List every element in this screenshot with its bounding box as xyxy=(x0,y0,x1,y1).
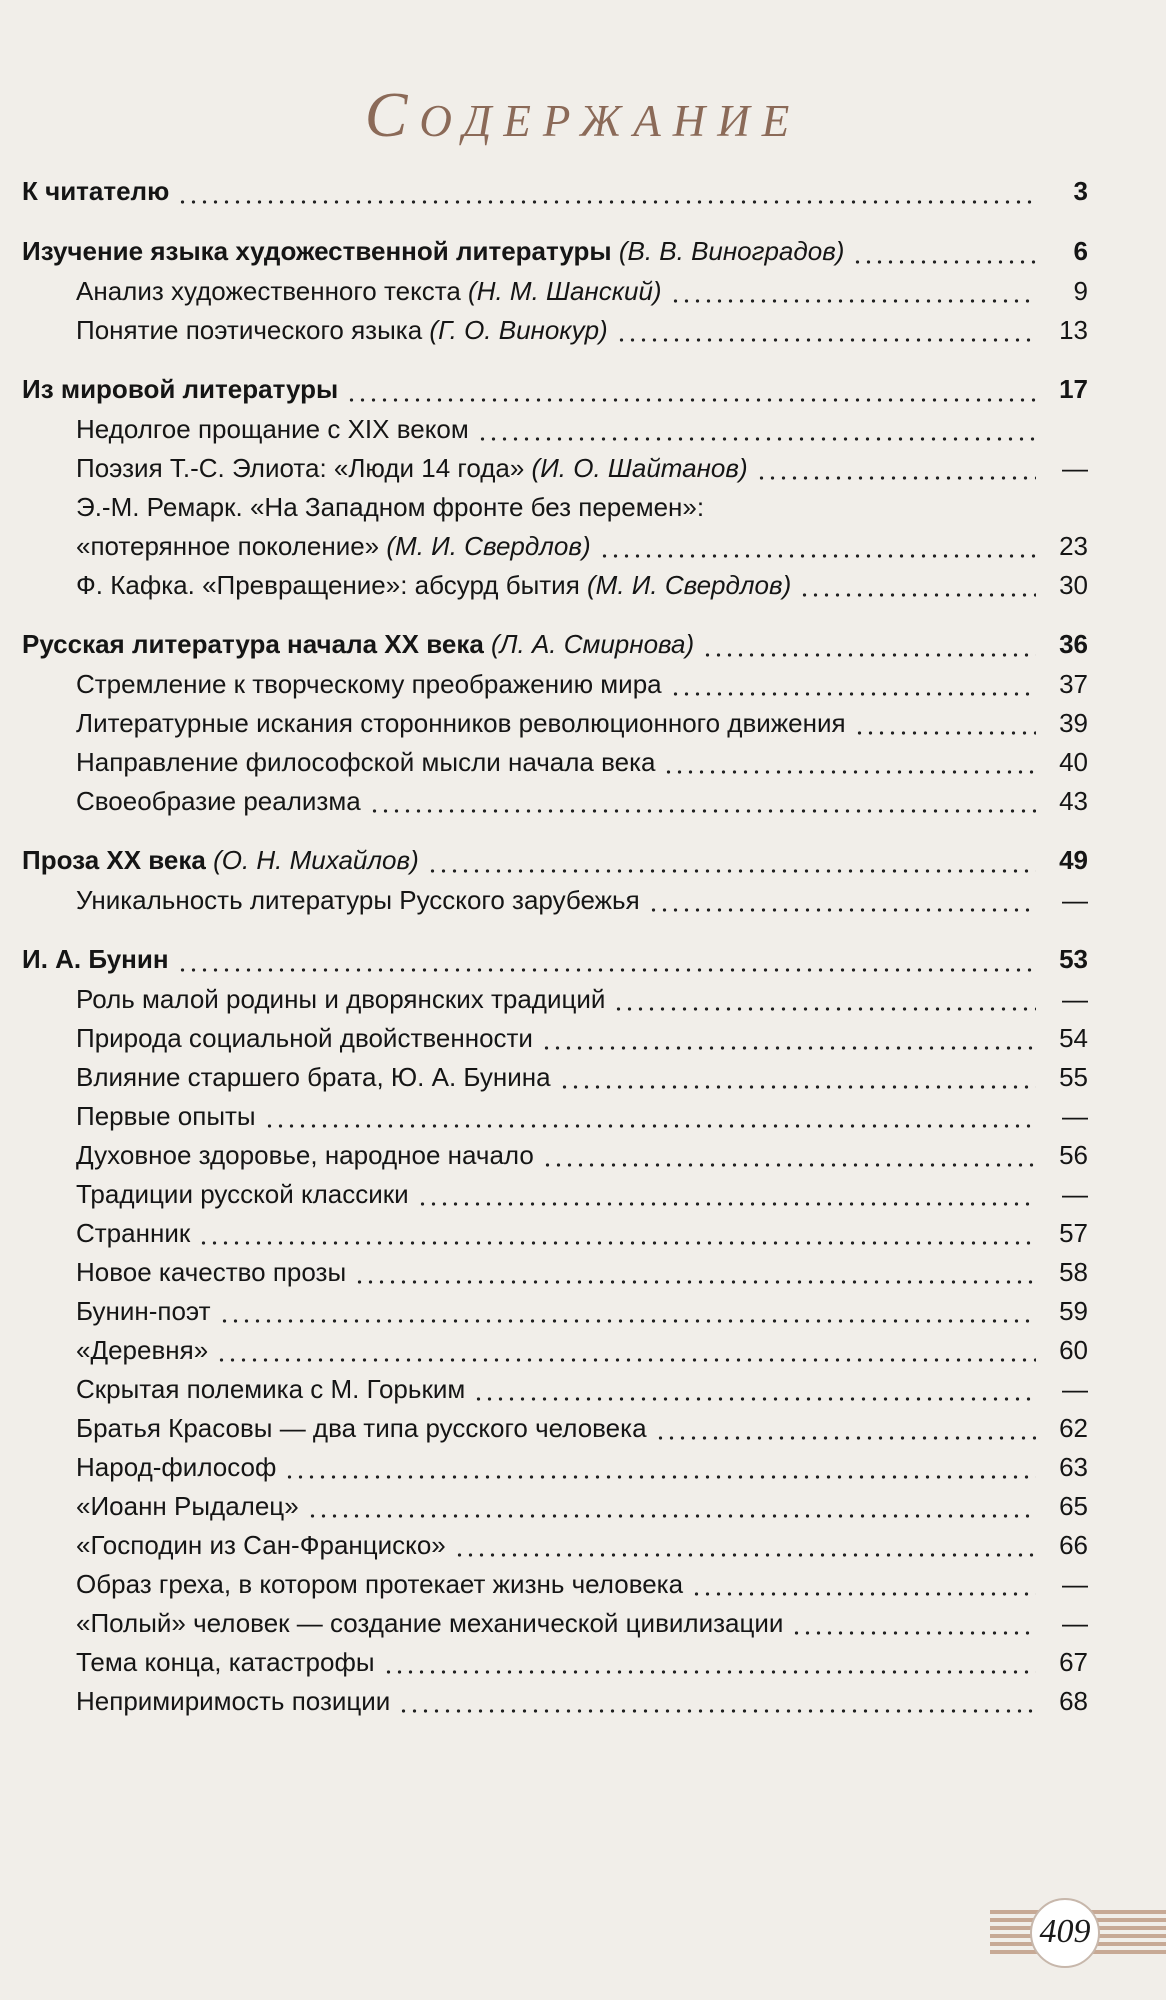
dot-leader xyxy=(177,968,1036,972)
toc-entry-row[interactable] xyxy=(22,311,1088,350)
toc-entry-row[interactable] xyxy=(22,1604,1088,1643)
dot-leader xyxy=(542,1163,1036,1167)
toc-entry-row[interactable] xyxy=(22,881,1088,920)
dot-leader xyxy=(799,593,1036,597)
toc-entry-row[interactable] xyxy=(22,272,1088,311)
toc-entry-title: Образ греха, в котором протекает жизнь человека xyxy=(76,1569,684,1599)
toc-entry-title: Тема конца, катастрофы xyxy=(76,1647,375,1677)
dot-leader xyxy=(791,1631,1036,1635)
toc-entry-row[interactable] xyxy=(22,1643,1088,1682)
toc-entry-title: Роль малой родины и дворянских традиций xyxy=(76,984,606,1014)
toc-entry-title: Направление философской мысли начала века xyxy=(76,747,656,777)
toc-entry-title: «Господин из Сан-Франциско» xyxy=(76,1530,446,1560)
dot-leader xyxy=(702,653,1036,657)
toc-entry-row[interactable] xyxy=(22,1136,1088,1175)
dot-leader xyxy=(177,200,1036,204)
toc-page-number: 6 xyxy=(1073,236,1088,266)
toc-entry-title: Понятие поэтического языка xyxy=(76,315,430,345)
dot-leader xyxy=(663,770,1036,774)
toc-entry-title: Недолгое прощание с XIX веком xyxy=(76,414,469,444)
toc-entry-title: Духовное здоровье, народное начало xyxy=(76,1140,534,1170)
toc-entry-title: Бунин-поэт xyxy=(76,1296,211,1326)
toc-entry-author: (О. Н. Михайлов) xyxy=(213,845,419,875)
toc-entry-title: Народ-философ xyxy=(76,1452,277,1482)
toc-entry-title: Новое качество прозы xyxy=(76,1257,347,1287)
dot-leader xyxy=(354,1280,1036,1284)
toc-section-row[interactable] xyxy=(22,839,1088,881)
toc-entry-title: Уникальность литературы Русского зарубежья xyxy=(76,885,640,915)
toc-page-number: 3 xyxy=(1073,176,1088,206)
toc-page-number: — xyxy=(1062,1569,1088,1599)
toc-page-number: 68 xyxy=(1059,1686,1088,1716)
toc-entry-title: Влияние старшего брата, Ю. А. Бунина xyxy=(76,1062,551,1092)
toc-entry-row[interactable] xyxy=(22,566,1088,605)
toc-entry-row[interactable] xyxy=(22,449,1088,488)
toc-entry-row[interactable] xyxy=(22,1682,1088,1721)
dot-leader xyxy=(346,398,1036,402)
toc-entry-title: Стремление к творческому преображению мира xyxy=(76,669,662,699)
toc-page-number: 62 xyxy=(1059,1413,1088,1443)
toc-entry-row[interactable] xyxy=(22,527,1088,566)
toc-page-number: 43 xyxy=(1059,786,1088,816)
toc-entry-author: (В. В. Виноградов) xyxy=(618,236,845,266)
toc-section-row[interactable] xyxy=(22,938,1088,980)
dot-leader xyxy=(369,809,1036,813)
toc-entry-author: (Г. О. Винокур) xyxy=(429,315,608,345)
toc-page-number: 53 xyxy=(1059,944,1088,974)
toc-entry-row[interactable] xyxy=(22,1253,1088,1292)
toc-section-row[interactable] xyxy=(22,230,1088,272)
toc-page-number: — xyxy=(1062,1101,1088,1131)
toc-page-number: 23 xyxy=(1059,531,1088,561)
dot-leader xyxy=(852,260,1036,264)
toc-entry-author: (И. О. Шайтанов) xyxy=(531,453,748,483)
toc-entry-row[interactable] xyxy=(22,1292,1088,1331)
toc-page-number: 67 xyxy=(1059,1647,1088,1677)
dot-leader xyxy=(307,1514,1036,1518)
page-title: Содержание xyxy=(364,79,802,150)
toc-page-number: — xyxy=(1062,885,1088,915)
toc-entry-title: «Полый» человек — создание механической цивилизации xyxy=(76,1608,784,1638)
toc-page-number: 58 xyxy=(1059,1257,1088,1287)
toc-entry-title: Анализ художественного текста xyxy=(76,276,469,306)
dot-leader xyxy=(599,554,1036,558)
toc-entry-row[interactable] xyxy=(22,1214,1088,1253)
dot-leader xyxy=(854,731,1036,735)
toc-entry-title: Поэзия Т.-С. Элиота: «Люди 14 года» xyxy=(76,453,532,483)
toc-entry-row[interactable] xyxy=(22,1058,1088,1097)
dot-leader xyxy=(559,1085,1036,1089)
dot-leader xyxy=(219,1319,1036,1323)
dot-leader xyxy=(613,1007,1036,1011)
toc-entry-title: И. А. Бунин xyxy=(22,944,169,974)
toc-entry-title: К читателю xyxy=(22,176,170,206)
toc-entry-author: (М. И. Свердлов) xyxy=(386,531,591,561)
dot-leader xyxy=(670,299,1036,303)
toc-entry-title: Своеобразие реализма xyxy=(76,786,361,816)
toc-entry-row[interactable] xyxy=(22,1565,1088,1604)
toc-entry-title: Братья Красовы — два типа русского человека xyxy=(76,1413,647,1443)
table-of-contents xyxy=(22,170,1088,1721)
dot-leader xyxy=(616,338,1036,342)
toc-entry-row[interactable] xyxy=(22,410,1088,449)
toc-page-number: 13 xyxy=(1059,315,1088,345)
toc-section-row[interactable] xyxy=(22,368,1088,410)
toc-entry-title: Непримиримость позиции xyxy=(76,1686,391,1716)
toc-page-number: — xyxy=(1062,1374,1088,1404)
toc-entry-title: «Деревня» xyxy=(76,1335,209,1365)
toc-page-number: 56 xyxy=(1059,1140,1088,1170)
dot-leader xyxy=(670,692,1036,696)
dot-leader xyxy=(454,1553,1036,1557)
dot-leader xyxy=(198,1241,1036,1245)
toc-entry-row[interactable] xyxy=(22,743,1088,782)
dot-leader xyxy=(541,1046,1036,1050)
toc-page-number: 30 xyxy=(1059,570,1088,600)
toc-page-number: 55 xyxy=(1059,1062,1088,1092)
toc-entry-row[interactable] xyxy=(22,1175,1088,1214)
dot-leader xyxy=(691,1592,1036,1596)
dot-leader xyxy=(477,437,1036,441)
toc-section-row[interactable] xyxy=(22,623,1088,665)
toc-entry-title: Природа социальной двойственности xyxy=(76,1023,533,1053)
toc-entry-title: Традиции русской классики xyxy=(76,1179,409,1209)
toc-section-row[interactable] xyxy=(22,170,1088,212)
toc-entry-title: Литературные искания сторонников революционного движения xyxy=(76,708,846,738)
toc-entry-title: Скрытая полемика с М. Горьким xyxy=(76,1374,466,1404)
dot-leader xyxy=(648,908,1036,912)
toc-entry-row[interactable] xyxy=(22,1019,1088,1058)
toc-entry-row[interactable] xyxy=(22,1097,1088,1136)
toc-entry-title: Из мировой литературы xyxy=(22,374,339,404)
toc-page-number: 49 xyxy=(1059,845,1088,875)
toc-page-number: 9 xyxy=(1073,276,1088,306)
toc-entry-author: (М. И. Свердлов) xyxy=(587,570,792,600)
dot-leader xyxy=(756,476,1036,480)
toc-page-number: 54 xyxy=(1059,1023,1088,1053)
toc-page-number: 36 xyxy=(1059,629,1088,659)
toc-entry-row[interactable] xyxy=(22,1331,1088,1370)
dot-leader xyxy=(216,1358,1036,1362)
dot-leader xyxy=(383,1670,1036,1674)
toc-entry-author: (Л. А. Смирнова) xyxy=(491,629,695,659)
toc-page-number: 40 xyxy=(1059,747,1088,777)
toc-page-number: 59 xyxy=(1059,1296,1088,1326)
toc-entry-author: (Н. М. Шанский) xyxy=(468,276,662,306)
toc-page-number: — xyxy=(1062,1608,1088,1638)
toc-entry-row[interactable] xyxy=(22,980,1088,1019)
page-number: 409 xyxy=(1030,1898,1100,1968)
toc-page-number: 60 xyxy=(1059,1335,1088,1365)
toc-page-number: 63 xyxy=(1059,1452,1088,1482)
toc-entry-row[interactable] xyxy=(22,488,1088,527)
dot-leader xyxy=(398,1709,1036,1713)
toc-entry-row[interactable] xyxy=(22,1409,1088,1448)
toc-entry-title: Ф. Кафка. «Превращение»: абсурд бытия xyxy=(76,570,588,600)
dot-leader xyxy=(655,1436,1036,1440)
toc-entry-title: Первые опыты xyxy=(76,1101,256,1131)
toc-entry-row[interactable] xyxy=(22,665,1088,704)
toc-page-number: — xyxy=(1062,1179,1088,1209)
toc-page-number: — xyxy=(1062,984,1088,1014)
toc-page-number: 39 xyxy=(1059,708,1088,738)
toc-entry-title: «Иоанн Рыдалец» xyxy=(76,1491,299,1521)
dot-leader xyxy=(417,1202,1036,1206)
dot-leader xyxy=(284,1475,1036,1479)
dot-leader xyxy=(427,869,1036,873)
toc-entry-row[interactable] xyxy=(22,704,1088,743)
toc-entry-row[interactable] xyxy=(22,782,1088,821)
toc-page-number: 66 xyxy=(1059,1530,1088,1560)
toc-entry-row[interactable] xyxy=(22,1370,1088,1409)
toc-entry-row[interactable] xyxy=(22,1526,1088,1565)
toc-entry-title: Проза XX века xyxy=(22,845,214,875)
toc-page-number: 65 xyxy=(1059,1491,1088,1521)
dot-leader xyxy=(264,1124,1036,1128)
toc-entry-title: Изучение языка художественной литературы xyxy=(22,236,619,266)
toc-entry-title: Э.-М. Ремарк. «На Западном фронте без перемен»: xyxy=(76,492,705,522)
toc-page-number: 17 xyxy=(1059,374,1088,404)
toc-entry-title: «потерянное поколение» xyxy=(76,531,387,561)
toc-entry-title: Странник xyxy=(76,1218,191,1248)
toc-page-number: 57 xyxy=(1059,1218,1088,1248)
toc-page-number: — xyxy=(1062,453,1088,483)
toc-entry-row[interactable] xyxy=(22,1448,1088,1487)
toc-entry-title: Русская литература начала XX века xyxy=(22,629,492,659)
toc-page-number: 37 xyxy=(1059,669,1088,699)
dot-leader xyxy=(473,1397,1036,1401)
toc-entry-row[interactable] xyxy=(22,1487,1088,1526)
